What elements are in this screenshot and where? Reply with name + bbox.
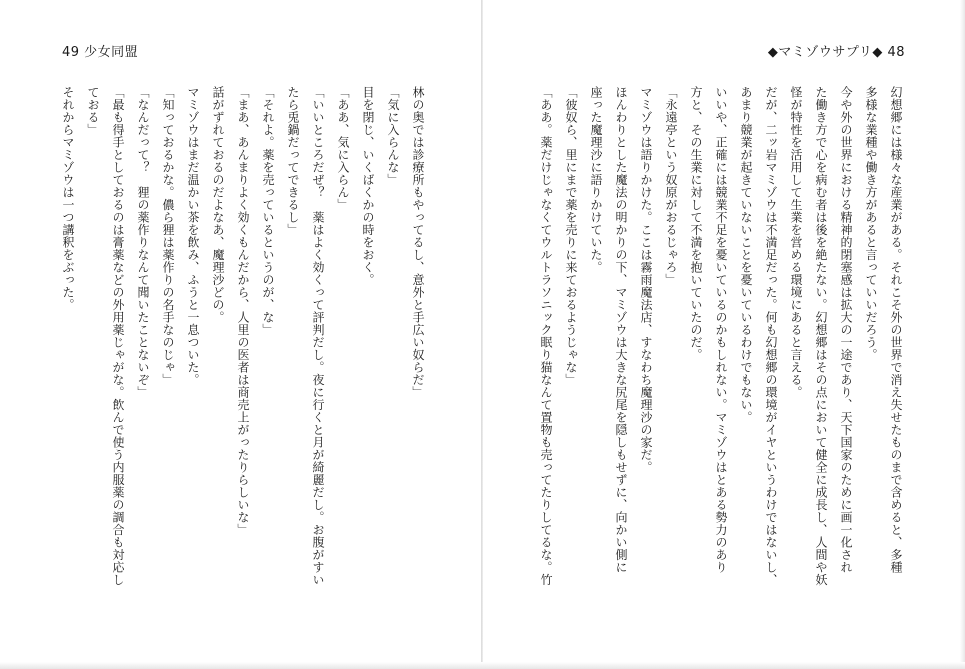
text-line: 話がずれておるのだよなあ、魔理沙どの。 — [211, 86, 225, 324]
page-edge-shadow — [960, 0, 965, 669]
text-line: 座った魔理沙に語りかけていた。 — [589, 86, 603, 274]
left-page-body — [60, 86, 430, 626]
text-line: た働き方で心を病む者は後を絶たない。幻想郷はその点において健全に成長し、人間や妖 — [814, 86, 828, 586]
text-line: 「最も得手としておるのは膏薬などの外用薬じゃがな。飲んで使う内服薬の調合も対応し — [111, 86, 125, 586]
text-line: 「ああ。薬だけじゃなくてウルトラソニック眠り猫なんて置物も売ってたりしてるな。竹 — [539, 86, 553, 586]
text-line: 幻想郷には様々な産業がある。それこそ外の世界で消え失せたものまで含めると、多種 — [889, 86, 903, 574]
left-page — [0, 0, 482, 669]
text-line: 多様な業種や働き方があると言っていいだろう。 — [864, 86, 878, 361]
text-line: ておる」 — [86, 86, 100, 136]
text-line: 林の奥では診療所もやってるし、意外と手広い奴らだ」 — [411, 86, 425, 399]
text-line: あまり競業が起きていないことを憂いているわけでもない。 — [739, 86, 753, 424]
text-line: 「永遠亭という奴原がおるじゃろ」 — [664, 86, 678, 286]
text-line: 「まあ、あんまりよく効くもんだから、人里の医者は商売上がったりらしいな」 — [236, 86, 250, 536]
text-line: それからマミゾウは一つ講釈をぶった。 — [61, 86, 75, 311]
text-line: 「彼奴ら、里にまで薬を売りに来ておるようじゃな」 — [564, 86, 578, 386]
text-line: 「気に入らんな」 — [386, 86, 400, 186]
text-line: いいや、正確には競業不足を憂いているのかもしれない。マミゾウはとある勢力のあり — [714, 86, 728, 574]
right-page-body — [528, 86, 908, 626]
text-line: 怪が特性を活用して生業を営める環境にあると言える。 — [789, 86, 803, 399]
text-line: 「知っておるかな。儂ら狸は薬作りの名手なのじゃ」 — [161, 86, 175, 386]
text-line: だが、二ッ岩マミゾウは不満足だった。何も幻想郷の環境がイヤというわけではないし、 — [764, 86, 778, 586]
text-line: マミゾウは語りかけた。ここは霧雨魔法店、すなわち魔理沙の家だ。 — [639, 86, 653, 474]
text-line: マミゾウはまだ温かい茶を飲み、ふうと一息ついた。 — [186, 86, 200, 386]
right-page-header: ◆マミゾウサプリ◆ 48 — [767, 45, 905, 60]
text-line: 今や外の世界における精神的閉塞感は拡大の一途であり、天下国家のために画一化され — [839, 86, 853, 574]
left-page-header: 49 少女同盟 — [62, 45, 139, 60]
page-edge-shadow-bottom — [0, 662, 965, 669]
text-line: 「それよ。薬を売っているというのが、な」 — [261, 86, 275, 336]
text-line: たら兎鍋だってできるし」 — [286, 86, 300, 236]
text-line: 「なんだって？ 狸の薬作りなんて聞いたことないぞ」 — [136, 86, 150, 399]
text-line: 「いいところだぜ？ 薬はよく効くって評判だし。夜に行くと月が綺麗だし。お腹がすい — [311, 86, 325, 586]
text-line: ほんわりとした魔法の明かりの下、マミゾウは大きな尻尾を隠しもせずに、向かい側に — [614, 86, 628, 574]
text-line: 「ああ、気に入らん」 — [336, 86, 350, 211]
text-line: 方と、その生業に対して不満を抱いていたのだ。 — [689, 86, 703, 361]
text-line: 目を閉じ、いくばくかの時をおく。 — [361, 86, 375, 286]
